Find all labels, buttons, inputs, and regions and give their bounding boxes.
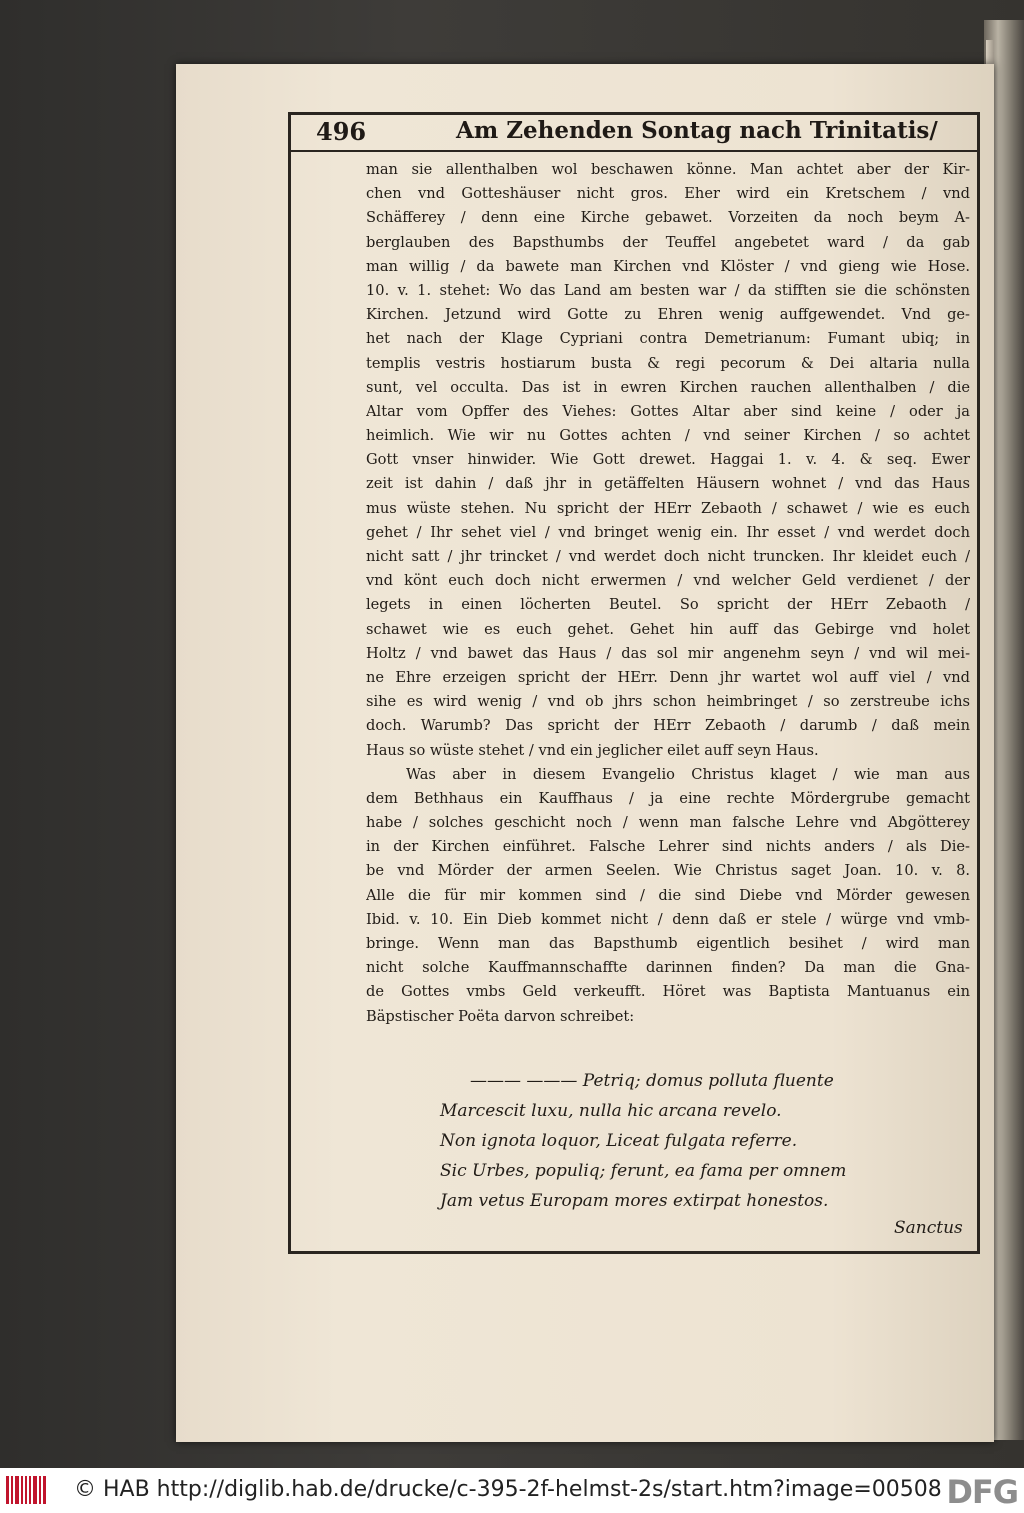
body-text bbox=[366, 158, 970, 1029]
text-line: zeit ist dahin / daß jhr in getäffelten Häusern wohnet / vnd das Haus bbox=[366, 475, 970, 493]
header-rule bbox=[288, 150, 980, 152]
text-line: gehet / Ihr sehet viel / vnd bringet wenig ein. Ihr esset / vnd werdet doch bbox=[366, 523, 970, 541]
text-line: het nach der Klage Cypriani contra Demetrianum: Fumant ubiq; in bbox=[366, 330, 970, 348]
dfg-logo: DFG bbox=[946, 1473, 1018, 1511]
text-line: doch. Warumb? Das spricht der HErr Zebaoth / darumb / daß mein bbox=[366, 717, 970, 735]
text-line: mus wüste stehen. Nu spricht der HErr Zebaoth / schawet / wie es euch bbox=[366, 499, 970, 517]
text-line: schawet wie es euch gehet. Gehet hin auff das Gebirge vnd holet bbox=[366, 620, 970, 638]
text-line: berglauben des Bapsthumbs der Teuffel angebetet ward / da gab bbox=[366, 233, 970, 251]
text-line: Gott vnser hinwider. Wie Gott drewet. Haggai 1. v. 4. & seq. Ewer bbox=[366, 451, 970, 469]
text-line: habe / solches geschicht noch / wenn man falsche Lehre vnd Abgötterey bbox=[366, 814, 970, 832]
hab-barcode-icon bbox=[6, 1476, 46, 1504]
text-line: ne Ehre erzeigen spricht der HErr. Denn jhr wartet wol auff viel / vnd bbox=[366, 668, 970, 686]
text-line: Alle die für mir kommen sind / die sind Diebe vnd Mörder gewesen bbox=[366, 886, 970, 904]
text-line: Kirchen. Jetzund wird Gotte zu Ehren wenig auffgewendet. Vnd ge- bbox=[366, 306, 970, 324]
text-line: de Gottes vmbs Geld verkeufft. Höret was Baptista Mantuanus ein bbox=[366, 983, 970, 1001]
text-line: sihe es wird wenig / vnd ob jhrs schon heimbringet / so zerstreube ichs bbox=[366, 693, 970, 711]
text-line: bringe. Wenn man das Bapsthumb eigentlich besihet / wird man bbox=[366, 935, 970, 952]
verse-line: Marcescit luxu, nulla hic arcana revelo. bbox=[440, 1101, 782, 1121]
footer-bar bbox=[0, 1468, 1024, 1513]
text-line: heimlich. Wie wir nu Gottes achten / vnd seiner Kirchen / so achtet bbox=[366, 427, 970, 445]
text-line: templis vestris hostiarum busta & regi pecorum & Dei altaria nulla bbox=[366, 354, 970, 372]
text-line: 10. v. 1. stehet: Wo das Land am besten war / da stifften sie die schönsten bbox=[366, 281, 970, 299]
text-line: Altar vom Opffer des Viehes: Gottes Altar aber sind keine / oder ja bbox=[366, 402, 970, 420]
text-line: nicht solche Kauffmannschaffte darinnen finden? Da man die Gna- bbox=[366, 959, 970, 977]
text-line: Haus so wüste stehet / vnd ein jeglicher eilet auff seyn Haus. bbox=[366, 741, 819, 759]
text-line: in der Kirchen einführet. Falsche Lehrer sind nichts anders / als Die- bbox=[366, 838, 970, 856]
text-line: be vnd Mörder der armen Seelen. Wie Christus saget Joan. 10. v. 8. bbox=[366, 862, 970, 880]
catchword: Sanctus bbox=[894, 1218, 963, 1238]
text-line: legets in einen löcherten Beutel. So spricht der HErr Zebaoth / bbox=[366, 596, 970, 614]
text-line: vnd könt euch doch nicht erwermen / vnd welcher Geld verdienet / der bbox=[366, 572, 970, 590]
text-line: nicht satt / jhr trincket / vnd werdet doch nicht truncken. Ihr kleidet euch / bbox=[366, 548, 970, 565]
verse-line: Jam vetus Europam mores extirpat honestos. bbox=[440, 1191, 829, 1211]
text-line: Was aber in diesem Evangelio Christus klaget / wie man aus bbox=[406, 765, 970, 783]
text-line: Holtz / vnd bawet das Haus / das sol mir angenehm seyn / vnd wil mei- bbox=[366, 644, 970, 662]
text-line: chen vnd Gotteshäuser nicht gros. Eher wird ein Kretschem / vnd bbox=[366, 185, 970, 203]
text-line: man sie allenthalben wol beschawen könne. Man achtet aber der Kir- bbox=[366, 161, 970, 178]
page-number: 496 bbox=[316, 117, 367, 146]
text-line: man willig / da bawete man Kirchen vnd Klöster / vnd gieng wie Hose. bbox=[366, 257, 970, 275]
footer-credit-link[interactable]: © HAB http://diglib.hab.de/drucke/c-395-2f-helmst-2s/start.htm?image=00508 bbox=[74, 1477, 942, 1502]
running-head: Am Zehenden Sontag nach Trinitatis/ bbox=[456, 117, 938, 144]
verse-line: ——— ——— Petriq; domus polluta fluente bbox=[470, 1071, 834, 1091]
verse-line: Sic Urbes, populiq; ferunt, ea fama per omnem bbox=[440, 1161, 847, 1181]
verse-quotation bbox=[440, 1066, 880, 1216]
text-line: Schäfferey / denn eine Kirche gebawet. Vorzeiten da noch beym A- bbox=[366, 209, 970, 227]
text-line: Bäpstischer Poëta darvon schreibet: bbox=[366, 1007, 635, 1025]
text-line: sunt, vel occulta. Das ist in ewren Kirchen rauchen allenthalben / die bbox=[366, 378, 970, 396]
text-line: dem Bethhaus ein Kauffhaus / ja eine rechte Mördergrube gemacht bbox=[366, 789, 970, 807]
verse-line: Non ignota loquor, Liceat fulgata referre. bbox=[440, 1131, 798, 1151]
text-line: Ibid. v. 10. Ein Dieb kommet nicht / denn daß er stele / würge vnd vmb- bbox=[366, 910, 970, 928]
